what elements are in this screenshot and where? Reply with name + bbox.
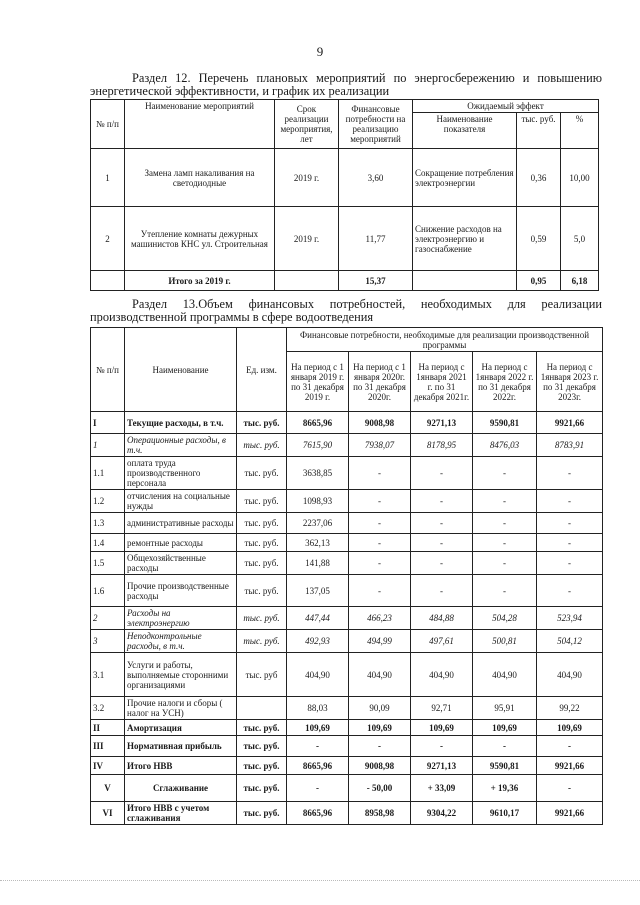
s13-cell-name: Амортизация	[125, 720, 237, 736]
s13-cell-value: 3638,85	[287, 457, 349, 490]
s13-cell-value: 9610,17	[473, 802, 537, 825]
s12-cell-percent: 10,00	[561, 149, 599, 207]
s13-cell-value: -	[287, 775, 349, 802]
s13-cell-name: Неподконтрольные расходы, в т.ч.	[125, 630, 237, 653]
s13-cell-value: -	[349, 457, 411, 490]
s12-header-effect: Ожидаемый эффект	[413, 100, 599, 113]
s13-cell-num: III	[91, 736, 125, 757]
s13-cell-name: Сглаживание	[125, 775, 237, 802]
s13-header-period-2021: На период с 1января 2021 г. по 31 декабря 2021г.	[411, 352, 473, 412]
s13-cell-value: -	[537, 513, 603, 534]
s13-cell-value: 8476,03	[473, 434, 537, 457]
s13-cell-unit: тыс. руб.	[237, 552, 287, 575]
s13-cell-num: 1	[91, 434, 125, 457]
table-row	[91, 575, 603, 607]
s13-cell-name: Нормативная прибыль	[125, 736, 237, 757]
s13-header-unit: Ед. изм.	[237, 328, 287, 412]
s13-cell-value: 109,69	[349, 720, 411, 736]
table-row	[91, 534, 603, 552]
s13-cell-name: Прочие производственные расходы	[125, 575, 237, 607]
s13-cell-value: 9921,66	[537, 412, 603, 434]
s13-cell-name: ремонтные расходы	[125, 534, 237, 552]
table-row	[91, 490, 603, 513]
s13-cell-name: административные расходы	[125, 513, 237, 534]
s12-cell-term: 2019 г.	[275, 207, 339, 271]
s13-cell-name: Расходы на электроэнергию	[125, 607, 237, 630]
scan-edge-noise	[0, 880, 640, 884]
s13-cell-value: 9304,22	[411, 802, 473, 825]
s13-cell-unit: тыс. руб.	[237, 736, 287, 757]
s13-cell-value: + 19,36	[473, 775, 537, 802]
s12-total-percent: 6,18	[561, 271, 599, 291]
table-row	[91, 149, 599, 207]
s13-cell-unit: тыс. руб.	[237, 607, 287, 630]
s13-cell-value: 404,90	[473, 653, 537, 697]
table-row	[91, 457, 603, 490]
s13-cell-value: 141,88	[287, 552, 349, 575]
s13-cell-value: 109,69	[473, 720, 537, 736]
s13-cell-value: 504,12	[537, 630, 603, 653]
s12-total-blank	[275, 271, 339, 291]
s13-cell-num: V	[91, 775, 125, 802]
table-row	[91, 434, 603, 457]
table-row	[91, 802, 603, 825]
table-row	[91, 607, 603, 630]
s13-header-period-2022: На период с 1января 2022 г. по 31 декабря 2022г.	[473, 352, 537, 412]
s12-cell-term: 2019 г.	[275, 149, 339, 207]
s13-cell-unit: тыс. руб.	[237, 575, 287, 607]
s13-cell-value: 9590,81	[473, 412, 537, 434]
s12-header-term: Срок реализации мероприятия, лет	[275, 100, 339, 149]
s13-cell-value: 9008,98	[349, 412, 411, 434]
s13-cell-value: -	[537, 575, 603, 607]
s13-cell-num: 2	[91, 607, 125, 630]
table-row	[91, 697, 603, 720]
s13-cell-unit: тыс. руб.	[237, 534, 287, 552]
s13-cell-value: -	[349, 490, 411, 513]
s12-cell-finance: 11,77	[339, 207, 413, 271]
s12-cell-finance: 3,60	[339, 149, 413, 207]
table-row	[91, 552, 603, 575]
s13-cell-num: 1.4	[91, 534, 125, 552]
s13-cell-value: -	[537, 490, 603, 513]
s13-cell-value: 7615,90	[287, 434, 349, 457]
table-row	[91, 653, 603, 697]
s13-cell-value: 8178,95	[411, 434, 473, 457]
s13-cell-name: отчисления на социальные нужды	[125, 490, 237, 513]
s13-cell-value: 137,05	[287, 575, 349, 607]
s13-cell-value: -	[473, 513, 537, 534]
s12-cell-percent: 5,0	[561, 207, 599, 271]
s13-cell-unit: тыс. руб.	[237, 757, 287, 775]
table-row	[91, 720, 603, 736]
table-row	[91, 736, 603, 757]
s13-cell-unit: тыс. руб.	[237, 490, 287, 513]
s13-cell-value: -	[349, 552, 411, 575]
s13-cell-name: Итого НВВ	[125, 757, 237, 775]
s13-cell-value: 8665,96	[287, 802, 349, 825]
table-row	[91, 775, 603, 802]
section12-table	[90, 99, 599, 291]
s13-cell-unit: тыс. руб.	[237, 630, 287, 653]
s12-total-label: Итого за 2019 г.	[125, 271, 275, 291]
s13-cell-value: 494,99	[349, 630, 411, 653]
s13-cell-value: 523,94	[537, 607, 603, 630]
s13-cell-value: -	[537, 736, 603, 757]
s13-cell-value: -	[473, 736, 537, 757]
s13-header-num: № п/п	[91, 328, 125, 412]
s13-cell-value: 9921,66	[537, 757, 603, 775]
s13-cell-value: -	[473, 575, 537, 607]
s13-cell-value: 484,88	[411, 607, 473, 630]
s13-cell-value: 109,69	[287, 720, 349, 736]
s13-cell-name: Операционные расходы, в т.ч.	[125, 434, 237, 457]
table-row	[91, 412, 603, 434]
s13-cell-value: 2237,06	[287, 513, 349, 534]
s13-cell-value: + 33,09	[411, 775, 473, 802]
s13-cell-value: 9271,13	[411, 757, 473, 775]
s13-cell-value: -	[537, 552, 603, 575]
s13-cell-value: - 50,00	[349, 775, 411, 802]
s13-cell-value: -	[349, 513, 411, 534]
page-number: 9	[316, 44, 324, 59]
s13-cell-value: 7938,07	[349, 434, 411, 457]
s13-cell-value: -	[411, 490, 473, 513]
s12-header-percent: %	[561, 113, 599, 149]
s13-cell-num: IV	[91, 757, 125, 775]
s13-cell-value: 95,91	[473, 697, 537, 720]
s13-cell-value: -	[349, 736, 411, 757]
s13-cell-value: 109,69	[411, 720, 473, 736]
table-row	[91, 513, 603, 534]
s13-cell-num: 1.2	[91, 490, 125, 513]
s13-cell-value: -	[473, 534, 537, 552]
s13-cell-num: 3.1	[91, 653, 125, 697]
s13-cell-value: 8783,91	[537, 434, 603, 457]
s13-cell-unit: тыс. руб.	[237, 775, 287, 802]
s12-cell-name: Замена ламп накаливания на светодиодные	[125, 149, 275, 207]
s13-cell-value: 492,93	[287, 630, 349, 653]
s13-cell-value: 504,28	[473, 607, 537, 630]
s13-cell-unit: тыс. руб.	[237, 802, 287, 825]
s13-cell-value: -	[411, 534, 473, 552]
s13-cell-num: 3	[91, 630, 125, 653]
s13-cell-value: -	[473, 457, 537, 490]
s13-cell-value: 404,90	[411, 653, 473, 697]
s13-cell-value: 404,90	[349, 653, 411, 697]
s13-cell-value: -	[287, 736, 349, 757]
s13-cell-value: -	[537, 457, 603, 490]
s13-cell-name: оплата труда производственного персонала	[125, 457, 237, 490]
s13-cell-name: Текущие расходы, в т.ч.	[125, 412, 237, 434]
s13-cell-unit: тыс. руб.	[237, 513, 287, 534]
s12-cell-indicator: Сокращение потребления электроэнергии	[413, 149, 517, 207]
s13-cell-value: 9271,13	[411, 412, 473, 434]
s12-header-name: Наименование мероприятий	[125, 100, 275, 149]
s13-header-finance: Финансовые потребности, необходимые для реализации производственной программы	[287, 328, 603, 352]
s13-cell-value: -	[411, 513, 473, 534]
s13-cell-value: 9008,98	[349, 757, 411, 775]
s13-header-period-2019: На период с 1 января 2019 г. по 31 декабря 2019 г.	[287, 352, 349, 412]
s12-cell-indicator: Снижение расходов на электроэнергию и газоснабжение	[413, 207, 517, 271]
s12-header-num: № п/п	[91, 100, 125, 149]
s12-total-thous: 0,95	[517, 271, 561, 291]
s13-cell-value: 466,23	[349, 607, 411, 630]
s13-cell-num: 1.1	[91, 457, 125, 490]
s13-cell-unit: тыс. руб	[237, 653, 287, 697]
s13-cell-unit: тыс. руб.	[237, 434, 287, 457]
s13-cell-name: Услуги и работы, выполняемые сторонними организациями	[125, 653, 237, 697]
s13-cell-value: -	[473, 552, 537, 575]
s13-header-name: Наименование	[125, 328, 237, 412]
s13-cell-unit: тыс. руб.	[237, 412, 287, 434]
section13-table	[90, 327, 603, 825]
s13-header-period-2023: На период с 1января 2023 г. по 31 декабря 2023г.	[537, 352, 603, 412]
table-row	[91, 630, 603, 653]
s13-cell-num: 1.5	[91, 552, 125, 575]
s13-cell-value: 90,09	[349, 697, 411, 720]
s12-header-finance: Финансовые потребности на реализацию мероприятий	[339, 100, 413, 149]
s13-cell-value: 404,90	[537, 653, 603, 697]
s13-cell-value: -	[411, 575, 473, 607]
s13-cell-num: I	[91, 412, 125, 434]
s13-cell-value: 1098,93	[287, 490, 349, 513]
section12-title-line1: Раздел 12. Перечень плановых мероприятий по энергосбережению и повышению	[132, 71, 602, 85]
s13-cell-unit: тыс. руб.	[237, 457, 287, 490]
s13-cell-value: -	[411, 736, 473, 757]
s13-cell-num: 3.2	[91, 697, 125, 720]
section13-title-line2: производственной программы в сфере водоотведения	[90, 310, 374, 324]
s13-cell-value: 8958,98	[349, 802, 411, 825]
s13-cell-value: 404,90	[287, 653, 349, 697]
s13-cell-value: 92,71	[411, 697, 473, 720]
s12-total-finance: 15,37	[339, 271, 413, 291]
s13-body	[91, 412, 603, 825]
s13-cell-value: 500,81	[473, 630, 537, 653]
table-row-total	[91, 271, 599, 291]
s12-header-indicator: Наименование показателя	[413, 113, 517, 149]
s12-cell-name: Утепление комнаты дежурных машинистов КНС ул. Строительная	[125, 207, 275, 271]
s13-header-period-2020: На период с 1 января 2020г. по 31 декабря 2020г.	[349, 352, 411, 412]
s13-cell-num: VI	[91, 802, 125, 825]
s13-cell-value: -	[411, 552, 473, 575]
s13-cell-value: 362,13	[287, 534, 349, 552]
s13-cell-unit	[237, 697, 287, 720]
s13-cell-value: 8665,96	[287, 412, 349, 434]
s13-cell-value: 9921,66	[537, 802, 603, 825]
section13-title	[90, 298, 602, 324]
section12-title-line2: энергетической эффективности, и график их реализации	[90, 84, 390, 98]
s13-cell-value: -	[411, 457, 473, 490]
s12-total-blank	[413, 271, 517, 291]
s13-cell-num: 1.3	[91, 513, 125, 534]
s13-cell-unit: тыс. руб.	[237, 720, 287, 736]
section12-title	[90, 72, 602, 98]
s13-cell-value: 99,22	[537, 697, 603, 720]
s13-cell-num: II	[91, 720, 125, 736]
table-row	[91, 757, 603, 775]
s13-cell-value: 497,61	[411, 630, 473, 653]
s12-cell-thous: 0,59	[517, 207, 561, 271]
s13-cell-num: 1.6	[91, 575, 125, 607]
s13-cell-value: 447,44	[287, 607, 349, 630]
s13-cell-value: -	[473, 490, 537, 513]
s12-cell-num: 1	[91, 149, 125, 207]
s13-cell-value: 8665,96	[287, 757, 349, 775]
s12-total-blank	[91, 271, 125, 291]
s13-cell-value: -	[349, 575, 411, 607]
s12-cell-thous: 0,36	[517, 149, 561, 207]
s12-header-thous: тыс. руб.	[517, 113, 561, 149]
table-row	[91, 207, 599, 271]
section13-title-line1: Раздел 13.Объем финансовых потребностей, необходимых для реализации	[132, 297, 602, 311]
s13-cell-name: Прочие налоги и сборы ( налог на УСН)	[125, 697, 237, 720]
s13-cell-value: 109,69	[537, 720, 603, 736]
s13-cell-value: -	[349, 534, 411, 552]
s13-cell-name: Итого НВВ с учетом сглаживания	[125, 802, 237, 825]
s13-cell-value: -	[537, 534, 603, 552]
s13-cell-name: Общехозяйственные расходы	[125, 552, 237, 575]
s13-cell-value: -	[537, 775, 603, 802]
s13-cell-value: 9590,81	[473, 757, 537, 775]
s13-cell-value: 88,03	[287, 697, 349, 720]
s12-cell-num: 2	[91, 207, 125, 271]
